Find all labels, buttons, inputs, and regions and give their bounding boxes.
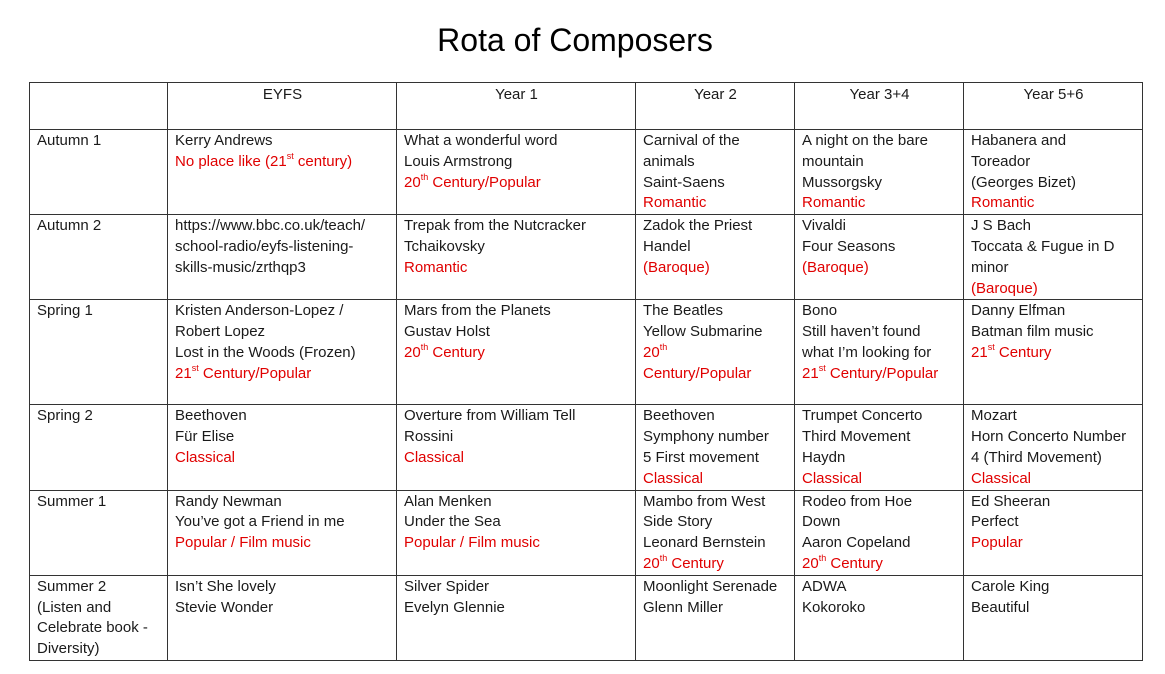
page-title: Rota of Composers <box>437 22 713 58</box>
cell-year-5-6 <box>964 130 1143 215</box>
table-row <box>30 490 1143 575</box>
cell-year-3-4 <box>795 215 964 300</box>
period-label: 20th Century/Popular <box>404 171 541 191</box>
table-row <box>30 300 1143 405</box>
piece-text: Rodeo from Hoe <box>802 492 913 510</box>
piece-text: Toccata & Fugue in D <box>971 237 1115 255</box>
piece-text: You’ve got a Friend in me <box>175 513 345 531</box>
piece-text: Kerry Andrews <box>175 132 273 149</box>
term-cell <box>30 575 168 660</box>
piece-text: Lost in the Woods (Frozen) <box>175 343 356 361</box>
piece-text: Yellow Submarine <box>643 323 763 341</box>
period-label: Classical <box>802 469 863 487</box>
piece-text: Evelyn Glennie <box>404 598 505 616</box>
term-cell <box>30 490 168 575</box>
header-cell-eyfs: EYFS <box>168 83 397 130</box>
cell-year-1 <box>397 575 636 660</box>
piece-text: Kokoroko <box>802 598 866 616</box>
header-cell-year-3-4: Year 3+4 <box>795 83 964 130</box>
piece-text: Four Seasons <box>802 237 896 255</box>
period-label: Romantic <box>404 258 468 276</box>
header-cell-year-5-6: Year 5+6 <box>964 83 1143 130</box>
cell-eyfs <box>168 575 397 660</box>
table-row <box>30 215 1143 300</box>
cell-year-1 <box>397 130 636 215</box>
period-label: Classical <box>404 448 465 466</box>
cell-year-3-4 <box>795 300 964 405</box>
cell-year-2 <box>636 130 795 215</box>
piece-text: Beethoven <box>643 407 715 425</box>
piece-text: Mussorgsky <box>802 173 883 191</box>
piece-text: Ed Sheeran <box>971 492 1051 510</box>
cell-eyfs <box>168 300 397 405</box>
header-row <box>30 83 1143 130</box>
cell-year-2 <box>636 300 795 405</box>
term-label: Diversity) <box>37 640 100 658</box>
piece-text: Tchaikovsky <box>404 237 485 255</box>
piece-text: minor <box>971 258 1009 276</box>
term-label: Spring 1 <box>37 302 93 320</box>
piece-text: Batman film music <box>971 323 1094 341</box>
piece-text: Zadok the Priest <box>643 217 753 235</box>
cell-year-2 <box>636 490 795 575</box>
piece-text: Mozart <box>971 407 1017 425</box>
piece-text: Louis Armstrong <box>404 152 513 170</box>
piece-text: 5 First movement <box>643 448 759 466</box>
piece-text: 4 (Third Movement) <box>971 448 1102 466</box>
piece-text: school-radio/eyfs-listening- <box>175 237 354 255</box>
piece-text: Glenn Miller <box>643 598 724 616</box>
cell-eyfs <box>168 215 397 300</box>
header-cell-year-2: Year 2 <box>636 83 795 130</box>
period-label: Classical <box>971 469 1032 487</box>
header-cell-term <box>30 83 168 130</box>
piece-text: Still haven’t found <box>802 323 921 341</box>
term-label: (Listen and <box>37 598 112 616</box>
period-label: Romantic <box>643 194 707 212</box>
piece-text: Stevie Wonder <box>175 598 274 616</box>
piece-text: Haydn <box>802 448 846 466</box>
period-label: Popular <box>971 534 1023 552</box>
piece-text: Down <box>802 513 841 531</box>
cell-year-5-6 <box>964 215 1143 300</box>
cell-year-1 <box>397 215 636 300</box>
cell-eyfs <box>168 490 397 575</box>
period-label: Classical <box>643 469 704 487</box>
piece-text: ADWA <box>802 577 847 595</box>
piece-text: Side Story <box>643 513 713 531</box>
term-label: Autumn 2 <box>37 217 102 235</box>
piece-text: animals <box>643 152 695 170</box>
term-cell <box>30 130 168 215</box>
piece-text: Symphony number <box>643 428 769 446</box>
period-label: 20th Century <box>404 341 485 361</box>
piece-text: Overture from William Tell <box>404 407 576 425</box>
piece-text: what I’m looking for <box>802 343 932 361</box>
piece-text: What a wonderful word <box>404 132 558 149</box>
piece-text: Trepak from the Nutcracker <box>404 217 586 235</box>
period-label: No place like (21st century) <box>175 150 353 170</box>
period-label: 21st Century/Popular <box>802 362 939 382</box>
piece-text: Third Movement <box>802 428 911 446</box>
piece-text: Trumpet Concerto <box>802 407 923 425</box>
period-label: Romantic <box>802 194 866 212</box>
cell-year-3-4 <box>795 405 964 490</box>
term-label: Celebrate book - <box>37 619 148 637</box>
piece-text: Leonard Bernstein <box>643 534 766 552</box>
period-label: Century/Popular <box>643 364 752 382</box>
piece-text: Gustav Holst <box>404 323 490 341</box>
cell-year-3-4 <box>795 575 964 660</box>
piece-text: Alan Menken <box>404 492 492 510</box>
cell-year-5-6 <box>964 405 1143 490</box>
table-row <box>30 405 1143 490</box>
piece-text: skills-music/zrthqp3 <box>175 258 306 276</box>
piece-text: Silver Spider <box>404 577 490 595</box>
piece-text: Beautiful <box>971 598 1030 616</box>
piece-text: Randy Newman <box>175 492 282 510</box>
cell-year-3-4 <box>795 490 964 575</box>
period-label: 20th Century <box>802 552 883 572</box>
piece-text: https://www.bbc.co.uk/teach/ <box>175 217 366 235</box>
piece-text: Isn’t She lovely <box>175 577 276 595</box>
piece-text: Bono <box>802 302 838 320</box>
cell-eyfs <box>168 405 397 490</box>
piece-text: Mars from the Planets <box>404 302 551 320</box>
cell-year-1 <box>397 405 636 490</box>
cell-year-1 <box>397 300 636 405</box>
term-cell <box>30 215 168 300</box>
piece-text: Habanera and <box>971 132 1067 149</box>
piece-text: A night on the bare <box>802 132 928 149</box>
term-label: Summer 1 <box>37 492 107 510</box>
cell-year-5-6 <box>964 575 1143 660</box>
piece-text: Danny Elfman <box>971 302 1066 320</box>
piece-text: Under the Sea <box>404 513 501 531</box>
cell-year-2 <box>636 215 795 300</box>
period-label: 21st Century <box>971 341 1052 361</box>
piece-text: Kristen Anderson-Lopez / <box>175 302 344 320</box>
piece-text: J S Bach <box>971 217 1032 235</box>
piece-text: (Georges Bizet) <box>971 173 1077 191</box>
header-cell-year-1: Year 1 <box>397 83 636 130</box>
cell-year-5-6 <box>964 300 1143 405</box>
term-label: Summer 2 <box>37 577 107 595</box>
piece-text: Vivaldi <box>802 217 846 235</box>
piece-text: Aaron Copeland <box>802 534 911 552</box>
piece-text: Carnival of the <box>643 132 740 149</box>
term-cell <box>30 405 168 490</box>
period-label: Classical <box>175 448 236 466</box>
term-cell <box>30 300 168 405</box>
piece-text: Rossini <box>404 428 454 446</box>
piece-text: The Beatles <box>643 302 724 320</box>
period-label: 20th <box>643 341 668 361</box>
cell-year-3-4 <box>795 130 964 215</box>
cell-year-2 <box>636 405 795 490</box>
piece-text: Beethoven <box>175 407 247 425</box>
cell-year-5-6 <box>964 490 1143 575</box>
period-label: 20th Century <box>643 552 724 572</box>
cell-year-1 <box>397 490 636 575</box>
piece-text: Robert Lopez <box>175 323 266 341</box>
term-label: Spring 2 <box>37 407 93 425</box>
term-label: Autumn 1 <box>37 132 102 149</box>
table-row <box>30 130 1143 215</box>
period-label: Popular / Film music <box>404 534 540 552</box>
piece-text: Moonlight Serenade <box>643 577 778 595</box>
period-label: Popular / Film music <box>175 534 311 552</box>
period-label: (Baroque) <box>802 258 869 276</box>
composer-rota-table <box>29 82 1143 661</box>
period-label: (Baroque) <box>971 279 1038 297</box>
table-row <box>30 575 1143 660</box>
piece-text: Handel <box>643 237 691 255</box>
piece-text: Horn Concerto Number <box>971 428 1127 446</box>
piece-text: Carole King <box>971 577 1050 595</box>
period-label: Romantic <box>971 194 1035 212</box>
cell-year-2 <box>636 575 795 660</box>
piece-text: Mambo from West <box>643 492 766 510</box>
piece-text: Toreador <box>971 152 1031 170</box>
piece-text: Perfect <box>971 513 1019 531</box>
period-label: (Baroque) <box>643 258 710 276</box>
piece-text: mountain <box>802 152 864 170</box>
cell-eyfs <box>168 130 397 215</box>
piece-text: Für Elise <box>175 428 235 446</box>
period-label: 21st Century/Popular <box>175 362 312 382</box>
piece-text: Saint-Saens <box>643 173 725 191</box>
